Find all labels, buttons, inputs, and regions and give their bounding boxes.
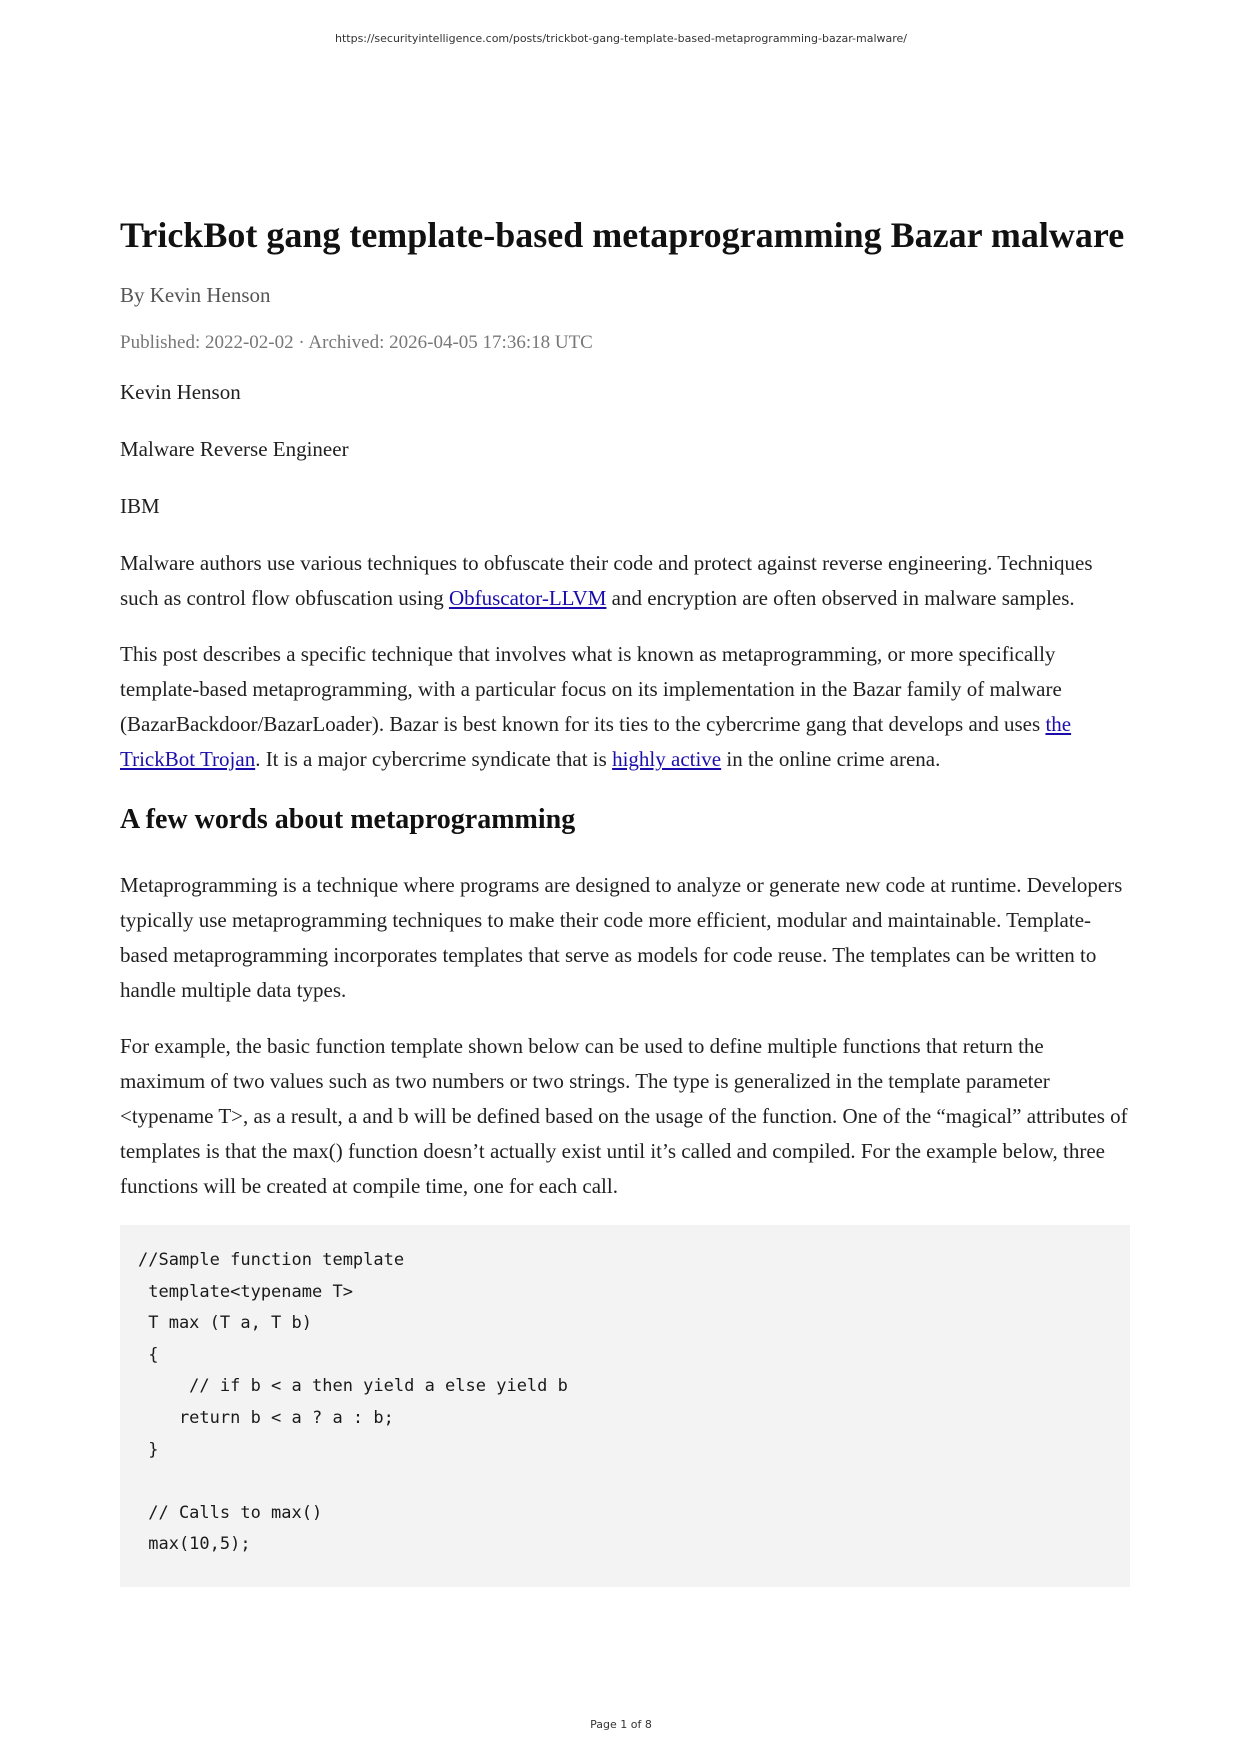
article-title: TrickBot gang template-based metaprogramming Bazar malware	[120, 215, 1125, 255]
intro-p1-text-before: Malware authors use various techniques to obfuscate their code and protect against reverse engineering. Techniques such as control flow obfuscation using	[120, 551, 1093, 610]
code-block: //Sample function template template<typename T> T max (T a, T b) { // if b < a then yield a else yield b return b < a ? a : b; } // Calls to max() max(10,5);	[120, 1225, 1130, 1587]
author-org: IBM	[120, 494, 160, 518]
highly-active-link[interactable]: highly active	[612, 747, 722, 771]
section-paragraph-2: For example, the basic function template shown below can be used to define multiple functions that return the maximum of two values such as two numbers or two strings. The type is generalized in the template parameter <typename T>, as a result, a and b will be defined based on the usage of the function. One of the “magical” attributes of templates is that the max() function doesn’t actually exist until it’s called and compiled. For the example below, three functions will be created at compile time, one for each call.	[120, 1034, 1128, 1198]
author-name: Kevin Henson	[120, 380, 241, 404]
intro-p1-text-after: and encryption are often observed in malware samples.	[606, 586, 1075, 610]
article-content	[120, 212, 1130, 1587]
section-paragraph-1: Metaprogramming is a technique where programs are designed to analyze or generate new code at runtime. Developers typically use metaprogramming techniques to make their code more efficient, modular and maintainable. Template-based metaprogramming incorporates templates that serve as models for code reuse. The templates can be written to handle multiple data types.	[120, 873, 1123, 1002]
page-number: Page 1 of 8	[590, 1718, 652, 1731]
publish-meta: Published: 2022-02-02 · Archived: 2026-04-05 17:36:18 UTC	[120, 332, 593, 353]
intro-p2-text-before: This post describes a specific technique that involves what is known as metaprogramming, or more specifically template-based metaprogramming, with a particular focus on its implementation in the Bazar family of malware (BazarBackdoor/BazarLoader). Bazar is best known for its ties to the cybercrime gang that develops and uses	[120, 642, 1062, 736]
section-heading-metaprogramming: A few words about metaprogramming	[120, 804, 576, 835]
author-role: Malware Reverse Engineer	[120, 437, 349, 461]
intro-paragraph-2	[120, 637, 1130, 777]
intro-paragraph-1	[120, 546, 1130, 616]
intro-p2-text-middle: . It is a major cybercrime syndicate that is	[255, 747, 613, 771]
page-url-header: https://securityintelligence.com/posts/trickbot-gang-template-based-metaprogramming-bazar-malware/	[334, 32, 908, 45]
obfuscator-llvm-link[interactable]: Obfuscator-LLVM	[448, 586, 607, 610]
byline: By Kevin Henson	[120, 283, 271, 307]
intro-p2-text-after: in the online crime arena.	[721, 747, 941, 771]
trickbot-trojan-link[interactable]: the TrickBot Trojan	[120, 712, 1072, 771]
